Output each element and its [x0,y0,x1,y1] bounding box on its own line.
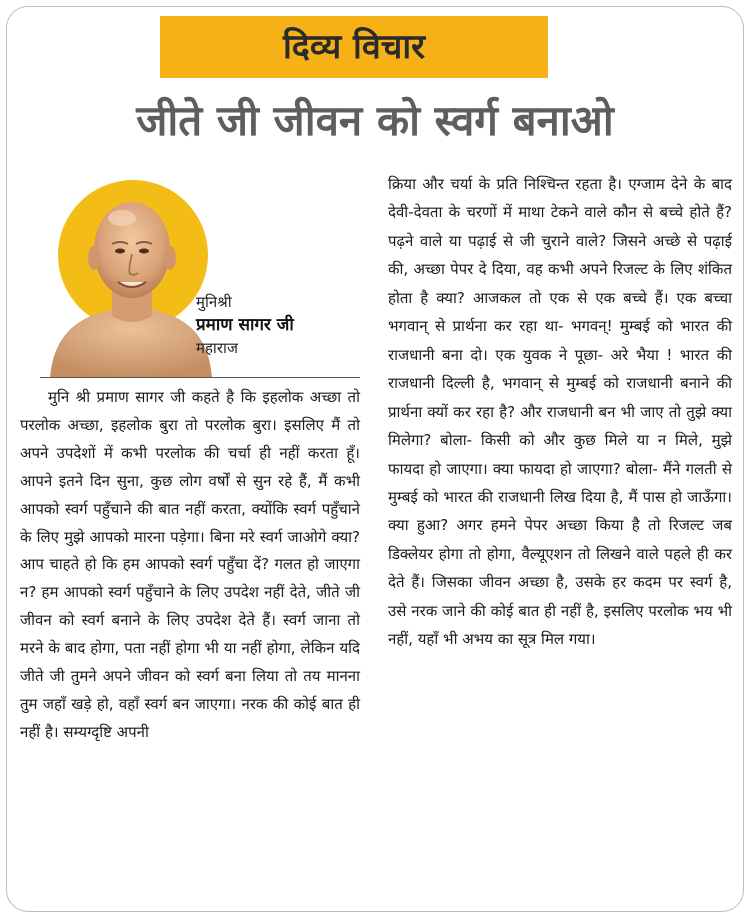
section-label: दिव्य विचार [282,27,426,67]
byline-name: प्रमाण सागर जी [196,315,294,335]
column-divider [40,377,360,378]
article-column-left [20,384,360,896]
byline-prefix: मुनिश्री [196,293,232,311]
article-text-left: मुनि श्री प्रमाण सागर जी कहते है कि इहलोक अच्छा तो परलोक अच्छा, इहलोक बुरा तो परलोक बुरा। इसलिए मैं तो अपने उपदेशों में कभी परलोक की चर्चा ही नहीं करता हूँ। आपने इतने दिन सुना, कुछ लोग वर्षों से सुन रहे हैं, मैं कभी आपको स्वर्ग पहुँचाने की बात नहीं करता, क्योंकि स्वर्ग पहुँचाने के लिए मुझे आपको मारना पड़ेगा। बिना मरे स्वर्ग जाओगे क्या? आप चाहते हो कि हम आपको स्वर्ग पहुँचा दें? गलत हो जाएगा न? हम आपको स्वर्ग पहुँचाने के लिए उपदेश नहीं देते, जीते जी जीवन को स्वर्ग बनाने के लिए उपदेश देते हैं। स्वर्ग जाना तो मरने के बाद होगा, पता नहीं होगा भी या नहीं होगा, लेकिन यदि जीते जी तुमने अपने जीवन को स्वर्ग बना लिया तो तय मानना तुम जहाँ खड़े हो, वहाँ स्वर्ग बन जाएगा। नरक की कोई बात ही नहीं है। सम्यग्दृष्टि अपनी [20,388,360,741]
monk-portrait [46,178,216,378]
headline: जीते जी जीवन को स्वर्ग बनाओ [136,96,614,145]
byline-suffix: महाराज [196,339,238,357]
author-byline [196,292,366,358]
article-column-right [388,170,732,898]
section-banner [160,16,548,78]
article-text-right: क्रिया और चर्या के प्रति निश्चिन्त रहता है। एग्जाम देने के बाद देवी-देवता के चरणों में माथा टेकने वाले कौन से बच्चे होते हैं? पढ़ने वाले या पढ़ाई से जी चुराने वाले? जिसने अच्छे से पढ़ाई की, अच्छा पेपर दे दिया, वह कभी अपने रिजल्ट के लिए शंकित होता है क्या? आजकल तो एक से एक बच्चे हैं। एक बच्चा भगवान् से प्रार्थना कर रहा था- भगवन्! मुम्बई को भारत की राजधानी बना दो। एक युवक ने पूछा- अरे भैया ! भारत की राजधानी दिल्ली है, भगवान् से मुम्बई को राजधानी बनाने की प्रार्थना क्यों कर रहा है? और राजधानी बन भी जाए तो तुझे क्या मिलेगा? बोला- किसी को और कुछ मिले या न मिले, मुझे फायदा हो जाएगा। क्या फायदा हो जाएगा? बोला- मैंने गलती से मुम्बई को भारत की राजधानी लिख दिया है, मैं पास हो जाऊँगा। क्या हुआ? अगर हमने पेपर अच्छा किया है तो रिजल्ट जब डिक्लेयर होगा तो होगा, वैल्यूएशन तो लिखने वाले पहले ही कर देते हैं। जिसका जीवन अच्छा है, उसके हर कदम पर स्वर्ग है, उसे नरक जाने की कोई बात ही नहीं है, इसलिए परलोक भय भी नहीं, यहाँ भी अभय का सूत्र मिल गया। [388,175,732,649]
author-photo [46,178,216,378]
